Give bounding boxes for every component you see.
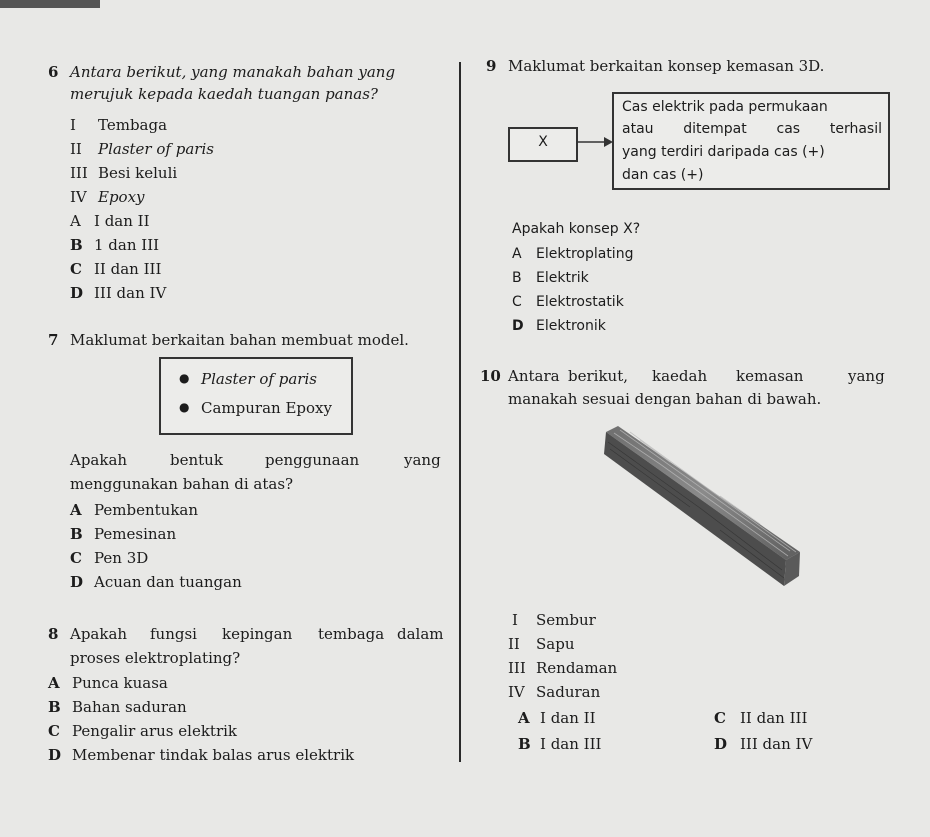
q6-item-text: Besi keluli — [98, 164, 178, 182]
q10-stem-line2: manakah sesuai dengan bahan di bawah. — [508, 390, 822, 408]
q7-info-box — [159, 357, 353, 435]
q10-option-letter[interactable]: C — [714, 709, 726, 727]
q10-item-text: Rendaman — [536, 659, 618, 677]
q10-item-numeral: IV — [508, 683, 525, 701]
arrow-right-icon — [576, 135, 614, 149]
q9-x-label: X — [538, 134, 548, 150]
q8-option-text[interactable]: Membenar tindak balas arus elektrik — [72, 746, 355, 764]
q10-number: 10 — [480, 367, 501, 385]
q8-stem-word: dalam — [397, 625, 444, 643]
q9-number: 9 — [486, 57, 497, 75]
q8-stem-word: kepingan — [222, 625, 293, 643]
q8-stem-word: tembaga — [318, 625, 385, 643]
q8-stem-word: Apakah — [70, 625, 128, 643]
q9-option-text[interactable]: Elektrostatik — [536, 294, 624, 310]
q8-number: 8 — [48, 625, 59, 643]
q7-option-letter[interactable]: B — [70, 525, 83, 543]
q6-item-text: Tembaga — [98, 116, 168, 134]
q7-option-letter[interactable]: C — [70, 549, 82, 567]
q10-option-text[interactable]: I dan III — [540, 735, 602, 753]
q10-option-text[interactable]: II dan III — [740, 709, 808, 727]
q7-stem: Maklumat berkaitan bahan membuat model. — [70, 331, 409, 349]
q10-stem-word: kemasan — [736, 367, 804, 385]
q9-option-text[interactable]: Elektronik — [536, 318, 606, 334]
q9-question: Apakah konsep X? — [512, 221, 641, 237]
q9-info-box — [612, 92, 890, 190]
q6-option-letter[interactable]: C — [70, 260, 82, 278]
q10-item-text: Saduran — [536, 683, 601, 701]
q10-stem-word: yang — [848, 367, 885, 385]
q6-item-text: Plaster of paris — [98, 140, 214, 158]
q7-box-item: Campuran Epoxy — [201, 399, 332, 417]
q7-question-word: yang — [404, 451, 441, 469]
q8-option-letter[interactable]: D — [48, 746, 62, 764]
q8-option-text[interactable]: Pengalir arus elektrik — [72, 722, 237, 740]
q7-question-line2: menggunakan bahan di atas? — [70, 475, 294, 493]
q7-question-word: penggunaan — [265, 451, 360, 469]
q9-option-letter[interactable]: B — [512, 270, 522, 286]
q6-item-numeral: II — [70, 140, 82, 158]
page-edge-shadow — [0, 0, 100, 8]
q10-option-letter[interactable]: D — [714, 735, 728, 753]
q6-stem-line2: merujuk kepada kaedah tuangan panas? — [70, 85, 378, 103]
q9-option-letter[interactable]: A — [512, 246, 522, 262]
q10-item-numeral: II — [508, 635, 520, 653]
q6-option-text[interactable]: III dan IV — [94, 284, 167, 302]
q6-option-text[interactable]: I dan II — [94, 212, 150, 230]
q10-stem-word: berikut, — [568, 367, 628, 385]
q8-option-letter[interactable]: A — [48, 674, 60, 692]
bullet-icon: ● — [179, 400, 190, 414]
q8-option-text[interactable]: Punca kuasa — [72, 674, 168, 692]
q10-stem-word: Antara — [508, 367, 560, 385]
q7-number: 7 — [48, 331, 59, 349]
q9-box-line: Cas elektrik pada permukaan — [622, 99, 828, 115]
q9-box-line: dan cas (+) — [622, 167, 704, 183]
q8-option-text[interactable]: Bahan saduran — [72, 698, 187, 716]
q9-option-text[interactable]: Elektroplating — [536, 246, 634, 262]
bullet-icon: ● — [179, 371, 190, 385]
q10-stem-word: kaedah — [652, 367, 708, 385]
q7-question-word: bentuk — [170, 451, 223, 469]
q7-option-text[interactable]: Pen 3D — [94, 549, 149, 567]
q6-item-numeral: IV — [70, 188, 87, 206]
q10-item-text: Sapu — [536, 635, 575, 653]
q9-option-letter[interactable]: D — [512, 318, 524, 334]
q9-stem: Maklumat berkaitan konsep kemasan 3D. — [508, 57, 825, 75]
q10-item-numeral: I — [512, 611, 518, 629]
q7-question-word: Apakah — [70, 451, 128, 469]
q6-option-text[interactable]: II dan III — [94, 260, 162, 278]
q10-item-text: Sembur — [536, 611, 596, 629]
q10-item-numeral: III — [508, 659, 526, 677]
q6-number: 6 — [48, 63, 59, 81]
q10-option-text[interactable]: I dan II — [540, 709, 596, 727]
q6-option-letter[interactable]: B — [70, 236, 83, 254]
q6-option-letter[interactable]: A — [70, 212, 81, 230]
q10-option-letter[interactable]: A — [518, 709, 530, 727]
q7-option-text[interactable]: Pemesinan — [94, 525, 177, 543]
q8-option-letter[interactable]: C — [48, 722, 60, 740]
q10-option-text[interactable]: III dan IV — [740, 735, 813, 753]
q6-item-numeral: III — [70, 164, 88, 182]
q8-stem-line2: proses elektroplating? — [70, 649, 241, 667]
q9-box-line: atau ditempat cas terhasil — [622, 121, 882, 137]
q7-option-text[interactable]: Pembentukan — [94, 501, 199, 519]
wooden-plank-illustration — [600, 424, 805, 594]
q7-box-item: Plaster of paris — [201, 370, 317, 388]
q8-stem-word: fungsi — [150, 625, 197, 643]
q6-stem-line1: Antara berikut, yang manakah bahan yang — [70, 63, 396, 81]
q7-option-letter[interactable]: D — [70, 573, 84, 591]
q6-option-text[interactable]: 1 dan III — [94, 236, 160, 254]
q8-option-letter[interactable]: B — [48, 698, 61, 716]
q9-option-text[interactable]: Elektrik — [536, 270, 589, 286]
q7-option-text[interactable]: Acuan dan tuangan — [94, 573, 242, 591]
q6-item-numeral: I — [70, 116, 76, 134]
q6-item-text: Epoxy — [98, 188, 145, 206]
q10-option-letter[interactable]: B — [518, 735, 531, 753]
q9-x-box — [508, 127, 578, 162]
q6-option-letter[interactable]: D — [70, 284, 84, 302]
q7-option-letter[interactable]: A — [70, 501, 82, 519]
column-divider — [459, 62, 461, 762]
q9-box-line: yang terdiri daripada cas (+) — [622, 144, 825, 160]
q9-option-letter[interactable]: C — [512, 294, 522, 310]
